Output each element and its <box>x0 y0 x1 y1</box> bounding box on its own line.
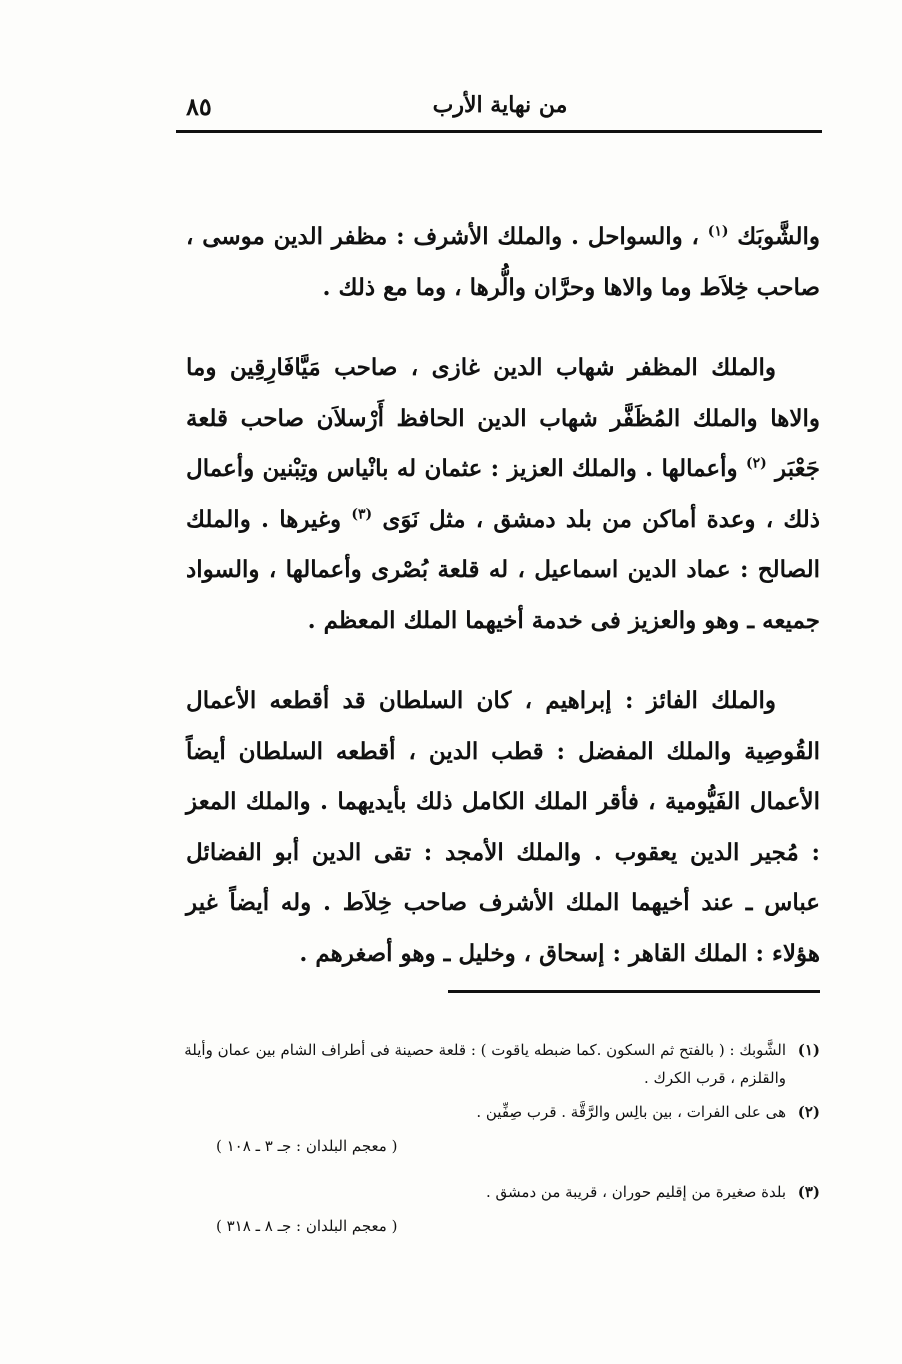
footnote-source: ( معجم البلدان : جـ ٣ ـ ١٠٨ ) <box>216 1137 398 1155</box>
footnote-number: (٢) <box>797 1103 820 1121</box>
footnote-ref-2: (٢) <box>745 455 767 472</box>
footnote-ref-1: (١) <box>707 223 729 240</box>
page-number: ٨٥ <box>186 92 212 121</box>
footnote-number: (٣) <box>797 1183 820 1201</box>
footnotes <box>176 1036 820 1258</box>
footnote-number: (١) <box>797 1041 820 1059</box>
paragraph-1-text: ، والسواحل . والملك الأشرف : مظفر الدين موسى ، صاحب خِلاَط وما والاها وحرَّان والُّرها ، وما مع ذلك . <box>186 223 820 301</box>
paragraph-1-lead: والشَّوبَك <box>737 223 820 250</box>
paragraph-2-text-c: وغيرها . والملك الصالح : عماد الدين اسماعيل ، له قلعة بُصْرى وأعمالها ، والسواد جميعه ـ وهو والعزيز فى خدمة أخيهما الملك المعظم . <box>186 505 820 634</box>
paragraph-3 <box>186 676 820 979</box>
footnote-1 <box>176 1036 820 1092</box>
footnote-3 <box>176 1178 820 1206</box>
paragraph-2 <box>186 343 820 646</box>
footnote-source: ( معجم البلدان : جـ ٨ ـ ٣١٨ ) <box>216 1217 398 1235</box>
running-title: من نهاية الأرب <box>432 92 568 118</box>
footnote-2 <box>176 1098 820 1126</box>
footnote-rule <box>448 990 820 993</box>
paragraph-3-text: والملك الفائز : إبراهيم ، كان السلطان قد أقطعه الأعمال القُوصِية والملك المفضل : قطب الدين ، أقطعه السلطان أيضاً الأعمال الفَيُّومية ، فأقر الملك الكامل ذلك بأيديهما . والملك المعز : مُجير الدين يعقوب . والملك الأمجد : تقى الدين أبو الفضائل عباس ـ عند أخيهما الملك الأشرف صاحب خِلاَط . وله أيضاً غير هؤلاء : الملك القاهر : إسحاق ، وخليل ـ وهو أصغرهم . <box>186 687 820 967</box>
paragraph-2-text-b: وأعمالها . والملك العزيز : عثمان له بانْياس وتِبْنين وأعمال ذلك ، وعدة أماكن من بلد دمشق ، مثل نَوَى <box>186 455 820 533</box>
page-header <box>180 92 820 128</box>
footnote-text: الشَّوبك : ( بالفتح ثم السكون .كما ضبطه ياقوت ) : قلعة حصينة فى أطراف الشام بين عمان وأيلة والقلزم ، قرب الكرك . <box>184 1041 786 1087</box>
footnote-ref-3: (٣) <box>351 505 373 522</box>
main-text <box>186 212 820 1009</box>
paragraph-2-text-a: والملك المظفر شهاب الدين غازى ، صاحب مَيَّافَارِقِين وما والاها والملك المُظَفَّر شهاب الدين الحافظ أَرْسلاَن صاحب قلعة جَعْبَر <box>186 354 820 482</box>
header-rule <box>176 130 822 133</box>
footnote-text: بلدة صغيرة من إقليم حوران ، قريبة من دمشق . <box>486 1183 786 1201</box>
paragraph-1 <box>186 212 820 313</box>
footnote-text: هى على الفرات ، بين بالِس والرَّقَّة . قرب صِفِّين . <box>476 1103 786 1121</box>
